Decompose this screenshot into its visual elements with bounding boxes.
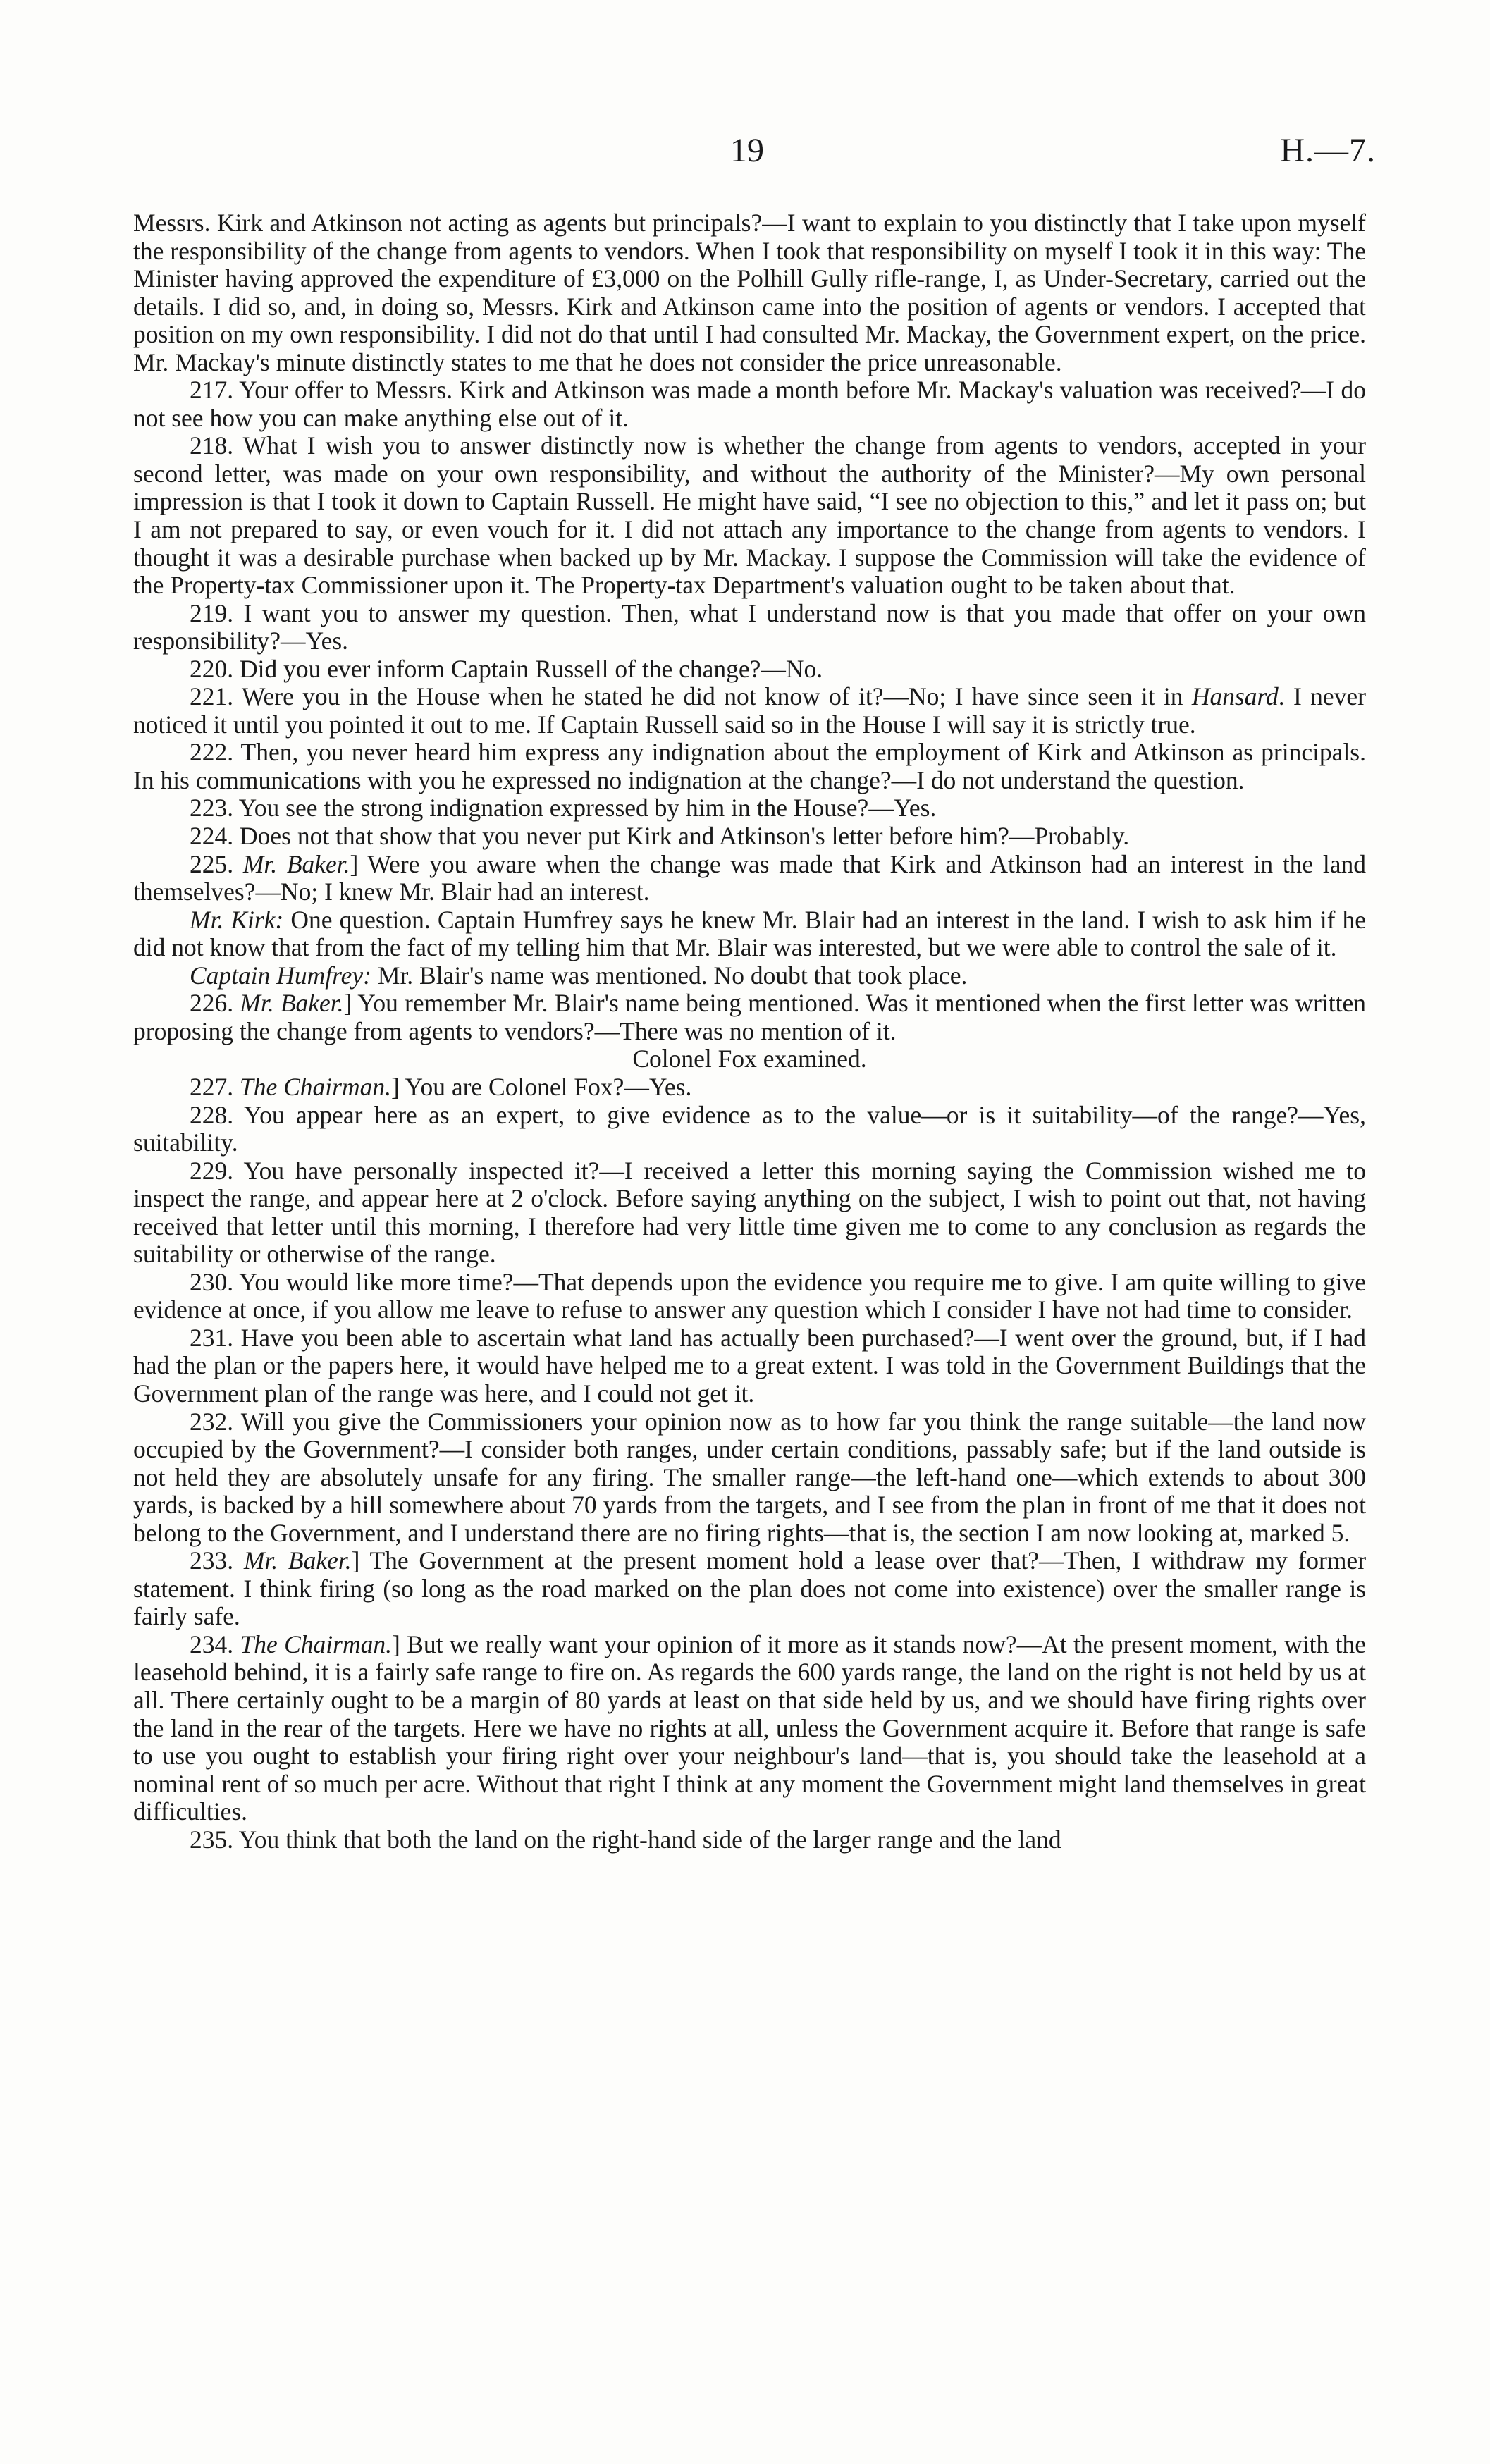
hansard-citation: Hansard xyxy=(1191,682,1279,711)
question-225 xyxy=(133,851,1366,906)
statement-text: One question. Captain Humfrey says he knew Mr. Blair had an interest in the land. I wish to ask him if he did not know that from the fact of my telling him that Mr. Blair was interested, but we were able to control the sale of it. xyxy=(133,905,1366,962)
question-221-text-continued: . I never noticed it until you pointed it out to me. If Captain Russell said so in the House I will say it is strictly true. xyxy=(133,682,1366,739)
question-text: ] Were you aware when the change was made that Kirk and Atkinson had an interest in the land themselves?—No; I knew Mr. Blair had an interest. xyxy=(133,849,1366,906)
question-220: 220. Did you ever inform Captain Russell of the change?—No. xyxy=(190,654,823,683)
question-221-text: 221. Were you in the House when he stated he did not know of it?—No; I have since seen it in xyxy=(190,682,1192,711)
statement-captain-humfrey xyxy=(133,962,1366,990)
speaker-name: Mr. Baker. xyxy=(242,849,350,878)
question-number: 227. xyxy=(190,1072,234,1101)
question-number: 226. xyxy=(190,989,234,1018)
question-text: ] But we really want your opinion of it more as it stands now?—At the present moment, with the leasehold behind, it is a fairly safe range to fire on. As regards the 600 yards range, the land on the right is not held by us at all. There certainly ought to be a margin of 80 yards at least on that side held by us, and we should have firing rights over the land in the rear of the targets. Here we have no rights at all, unless the Government acquire it. Before that range is safe to use you ought to establish your firing right over your neighbour's land—that is, you should take the leasehold at a nominal rent of so much per acre. Without that right I think at any moment the Government might land themselves in great difficulties. xyxy=(133,1630,1367,1826)
question-234 xyxy=(133,1631,1366,1826)
question-235: 235. You think that both the land on the right-hand side of the larger range and the land xyxy=(190,1825,1061,1854)
speaker-name: Captain Humfrey: xyxy=(190,961,371,990)
question-232: 232. Will you give the Commissioners your opinion now as to how far you think the range suitable—the land now occupied by the Government?—I consider both ranges, under certain conditions, passably safe; but if the land outside is not held they are absolutely unsafe for any firing. The smaller range—the left-hand one—which extends to about 300 yards, is backed by a hill somewhere about 70 yards from the targets, and I see from the plan in front of me that it does not belong to the Government, and I understand there are no firing rights—that is, the section I am now looking at, marked 5. xyxy=(133,1407,1366,1547)
question-224: 224. Does not that show that you never put Kirk and Atkinson's letter before him?—Probably. xyxy=(190,822,1130,851)
question-231: 231. Have you been able to ascertain what land has actually been purchased?—I went over the ground, but, if I had had the plan or the papers here, it would have helped me to a great extent. I was told in the Government Buildings that the Government plan of the range was here, and I could not get it. xyxy=(133,1323,1366,1407)
section-heading-colonel-fox: Colonel Fox examined. xyxy=(632,1045,867,1073)
evidence-text xyxy=(133,209,1366,1854)
statement-mr-kirk xyxy=(133,906,1366,962)
question-text: ] You are Colonel Fox?—Yes. xyxy=(391,1072,692,1101)
question-number: 225. xyxy=(190,849,234,878)
question-222: 222. Then, you never heard him express any indignation about the employment of Kirk and Atkinson as principals. In his communications with you he expressed no indignation at the change?—I do not understand the question. xyxy=(133,738,1366,794)
question-230: 230. You would like more time?—That depends upon the evidence you require me to give. I am quite willing to give evidence at once, if you allow me leave to refuse to answer any question which I consider I have not had time to consider. xyxy=(133,1267,1366,1324)
speaker-name: The Chairman. xyxy=(240,1630,392,1658)
question-text: ] The Government at the present moment hold a lease over that?—Then, I withdraw my former statement. I think firing (so long as the road marked on the plan does not come into existence) over the smaller range is fairly safe. xyxy=(133,1546,1367,1631)
question-218: 218. What I wish you to answer distinctly now is whether the change from agents to vendors, accepted in your second letter, was made on your own responsibility, and without the authority of the Minister?—My own personal impression is that I took it down to Captain Russell. He might have said, “I see no objection to this,” and let it pass on; but I am not prepared to say, or even vouch for it. I did not attach any importance to the change from agents to vendors. I thought it was a desirable purchase when backed up by Mr. Mackay. I suppose the Commission will take the evidence of the Property-tax Commissioner upon it. The Property-tax Department's valuation ought to be taken about that. xyxy=(133,431,1366,600)
page-header xyxy=(0,131,1490,180)
paragraph-continued-answer: Messrs. Kirk and Atkinson not acting as agents but principals?—I want to explain to you distinctly that I take upon myself the responsibility of the change from agents to vendors. When I took that responsibility on myself I took it in this way: The Minister having approved the expenditure of £3,000 on the Polhill Gully rifle-range, I, as Under-Secretary, carried out the details. I did so, and, in doing so, Messrs. Kirk and Atkinson came into the position of agents or vendors. I accepted that position on my own responsibility. I did not do that until I had consulted Mr. Mackay, the Government expert, on the price. Mr. Mackay's minute distinctly states to me that he does not consider the price unreasonable. xyxy=(133,209,1366,376)
question-number: 234. xyxy=(190,1630,234,1658)
statement-text: Mr. Blair's name was mentioned. No doubt that took place. xyxy=(371,961,968,990)
speaker-name: Mr. Baker. xyxy=(243,1546,352,1575)
question-number: 233. xyxy=(190,1546,234,1575)
page-number: 19 xyxy=(730,132,764,169)
speaker-name: Mr. Baker. xyxy=(240,989,344,1018)
question-221 xyxy=(133,683,1366,739)
question-text: ] You remember Mr. Blair's name being mentioned. Was it mentioned when the first letter was written proposing the change from agents to vendors?—There was no mention of it. xyxy=(133,989,1366,1045)
question-226 xyxy=(133,990,1366,1045)
question-229: 229. You have personally inspected it?—I received a letter this morning saying the Commission wished me to inspect the range, and appear here at 2 o'clock. Before saying anything on the subject, I wish to point out that, not having received that letter until this morning, I therefore had very little time given me to come to any conclusion as regards the suitability or otherwise of the range. xyxy=(133,1156,1366,1269)
document-reference: H.—7. xyxy=(1280,132,1376,169)
question-223: 223. You see the strong indignation expressed by him in the House?—Yes. xyxy=(190,794,937,823)
question-233 xyxy=(133,1547,1366,1631)
question-227 xyxy=(133,1073,1366,1102)
question-217: 217. Your offer to Messrs. Kirk and Atkinson was made a month before Mr. Mackay's valuation was received?—I do not see how you can make anything else out of it. xyxy=(133,376,1366,432)
speaker-name: Mr. Kirk: xyxy=(190,905,284,934)
speaker-name: The Chairman. xyxy=(240,1072,391,1101)
question-228: 228. You appear here as an expert, to give evidence as to the value—or is it suitability—of the range?—Yes, suitability. xyxy=(133,1100,1366,1157)
question-219: 219. I want you to answer my question. Then, what I understand now is that you made that offer on your own responsibility?—Yes. xyxy=(133,598,1366,655)
